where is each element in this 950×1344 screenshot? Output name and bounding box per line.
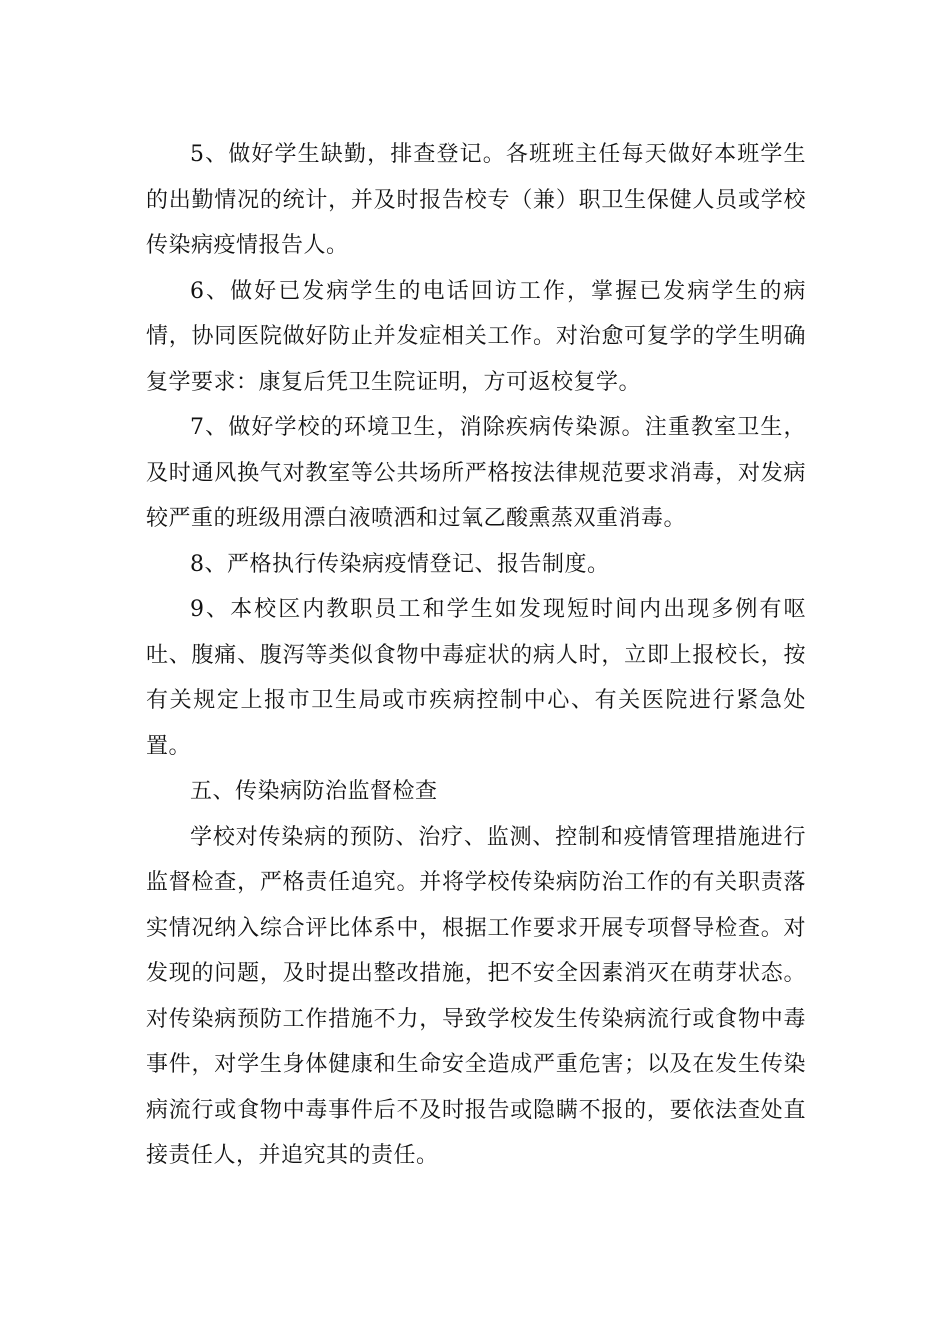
paragraph-item-6: 6、做好已发病学生的电话回访工作，掌握已发病学生的病情，协同医院做好防止并发症相关工作。对治愈可复学的学生明确复学要求：康复后凭卫生院证明，方可返校复学。 [146, 278, 806, 395]
paragraph-item-9: 9、本校区内教职员工和学生如发现短时间内出现多例有呕吐、腹痛、腹泻等类似食物中毒症状的病人时，立即上报校长，按有关规定上报市卫生局或市疾病控制中心、有关医院进行紧急处置。 [146, 597, 806, 759]
paragraph-supervision: 学校对传染病的预防、治疗、监测、控制和疫情管理措施进行监督检查，严格责任追究。并将学校传染病防治工作的有关职责落实情况纳入综合评比体系中，根据工作要求开展专项督导检查。对发现的问题，及时提出整改措施，把不安全因素消灭在萌芽状态。对传染病预防工作措施不力，导致学校发生传染病流行或食物中毒事件，对学生身体健康和生命安全造成严重危害；以及在发生传染病流行或食物中毒事件后不及时报告或隐瞒不报的，要依法查处直接责任人，并追究其的责任。 [146, 824, 806, 1168]
paragraph-item-8: 8、严格执行传染病疫情登记、报告制度。 [190, 551, 610, 577]
paragraph-item-7: 7、做好学校的环境卫生，消除疾病传染源。注重教室卫生，及时通风换气对教室等公共场所严格按法律规范要求消毒，对发病较严重的班级用漂白液喷洒和过氧乙酸熏蒸双重消毒。 [146, 415, 806, 531]
section-heading-5: 五、传染病防治监督检查 [190, 779, 438, 804]
document-body [146, 132, 806, 1179]
paragraph-item-5: 5、做好学生缺勤，排查登记。各班班主任每天做好本班学生的出勤情况的统计，并及时报告校专（兼）职卫生保健人员或学校传染病疫情报告人。 [146, 142, 806, 258]
